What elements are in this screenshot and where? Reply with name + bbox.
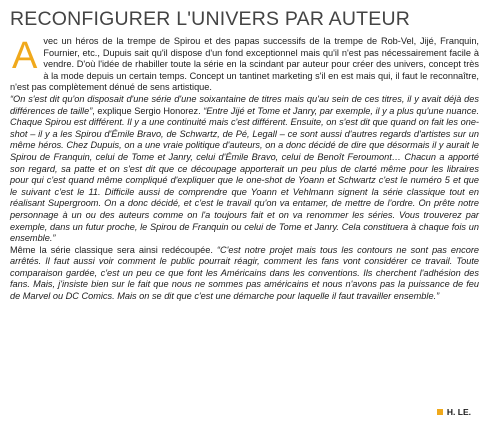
signature-square-icon bbox=[437, 409, 443, 415]
closing-paragraph bbox=[10, 245, 479, 303]
signature-text: H. LE. bbox=[446, 407, 471, 417]
quote-paragraph bbox=[10, 94, 479, 245]
quote-opening: “On s'est dit qu'on disposait d'une série d'une soixantaine de titres mais qu'au sein de ces titres, il y avait déjà des différences de taille” bbox=[10, 93, 479, 116]
intro-paragraph bbox=[10, 36, 479, 94]
article-body bbox=[10, 36, 479, 303]
closing-lead: Même la série classique sera ainsi redécoupée. bbox=[10, 244, 217, 255]
quote-attribution: , explique Sergio Honorez. bbox=[92, 105, 204, 116]
closing-quote: “C'est notre projet mais tous les contours ne sont pas encore arrêtés. Il faut aussi voir comment le public pourrait réagir, comment les fans vont considérer ce travail. Toute comparaison gardée, c'est un peu ce que font les Américains dans les conventions. Ils cherchent l'adhésion des fans. Mais, j'insiste bien sur le fait que nous ne sommes pas américains et nous n'avons pas la puissance de feu de Marvel ou DC Comics. Mais on se dit que c'est une démarche pour laquelle il faut travailler ensemble.” bbox=[10, 244, 479, 302]
author-signature bbox=[437, 407, 471, 417]
drop-cap: A bbox=[12, 35, 38, 77]
intro-text: vec un héros de la trempe de Spirou et des papas successifs de la trempe de Rob-Vel, Jijé, Franquin, Fournier, etc., Dupuis sait qu'il dispose d'un fond exceptionnel mais qu'il n'est pas nécessairement facile à vendre. D'où l'idée de rhabiller toute la série en la scindant par auteur pour créer des univers, concept très à la mode depuis un certain temps. Concept un tantinet marketing s'il en est mais qui, il faut le reconnaître, n'est pas complètement dénué de sens artistique. bbox=[10, 36, 479, 93]
quote-continuation: “Entre Jijé et Tome et Janry, par exemple, il y a plus qu'une nuance. Chaque Spirou est différent. Il y a une continuité mais c'est différent. Ensuite, on s'est dit que quand on fait les one-shot – il y a les Spirou d'Émile Bravo, de Schwartz, de Pé, Legall – ce sont aussi d'autres regards d'artistes sur un même héros. Chez Dupuis, on a une vraie politique d'auteurs, on a donc décidé de dire que désormais il y aurait le Spirou de Franquin, celui de Tome et Janry, celui d'Émile Bravo, celui de Benoît Feroumont… Chacun a apporté son regard, sa patte et on s'est dit que ce découpage apporterait un peu plus de clarté même pour les libraires pour qui c'est quand même compliqué d'expliquer que le one-shot de Yoann et Schwartz c'est le numéro 5 et que le suivant c'est le 11. Difficile aussi de comprendre que Yoann et Vehlmann signent la série classique tout en réalisant Supergroom. On a donc décidé, et c'est le travail qu'on va entamer, de mettre de l'ordre. On prête notre personnage à un ou des auteurs comme on l'a toujours fait et on va renommer les séries. Vous trouverez par exemple, dans un futur proche, le Spirou de Franquin ou celui de Tome et Janry. Cela constituera à chaque fois un ensemble.” bbox=[10, 105, 479, 244]
article-title: RECONFIGURER L'UNIVERS PAR AUTEUR bbox=[10, 8, 411, 30]
